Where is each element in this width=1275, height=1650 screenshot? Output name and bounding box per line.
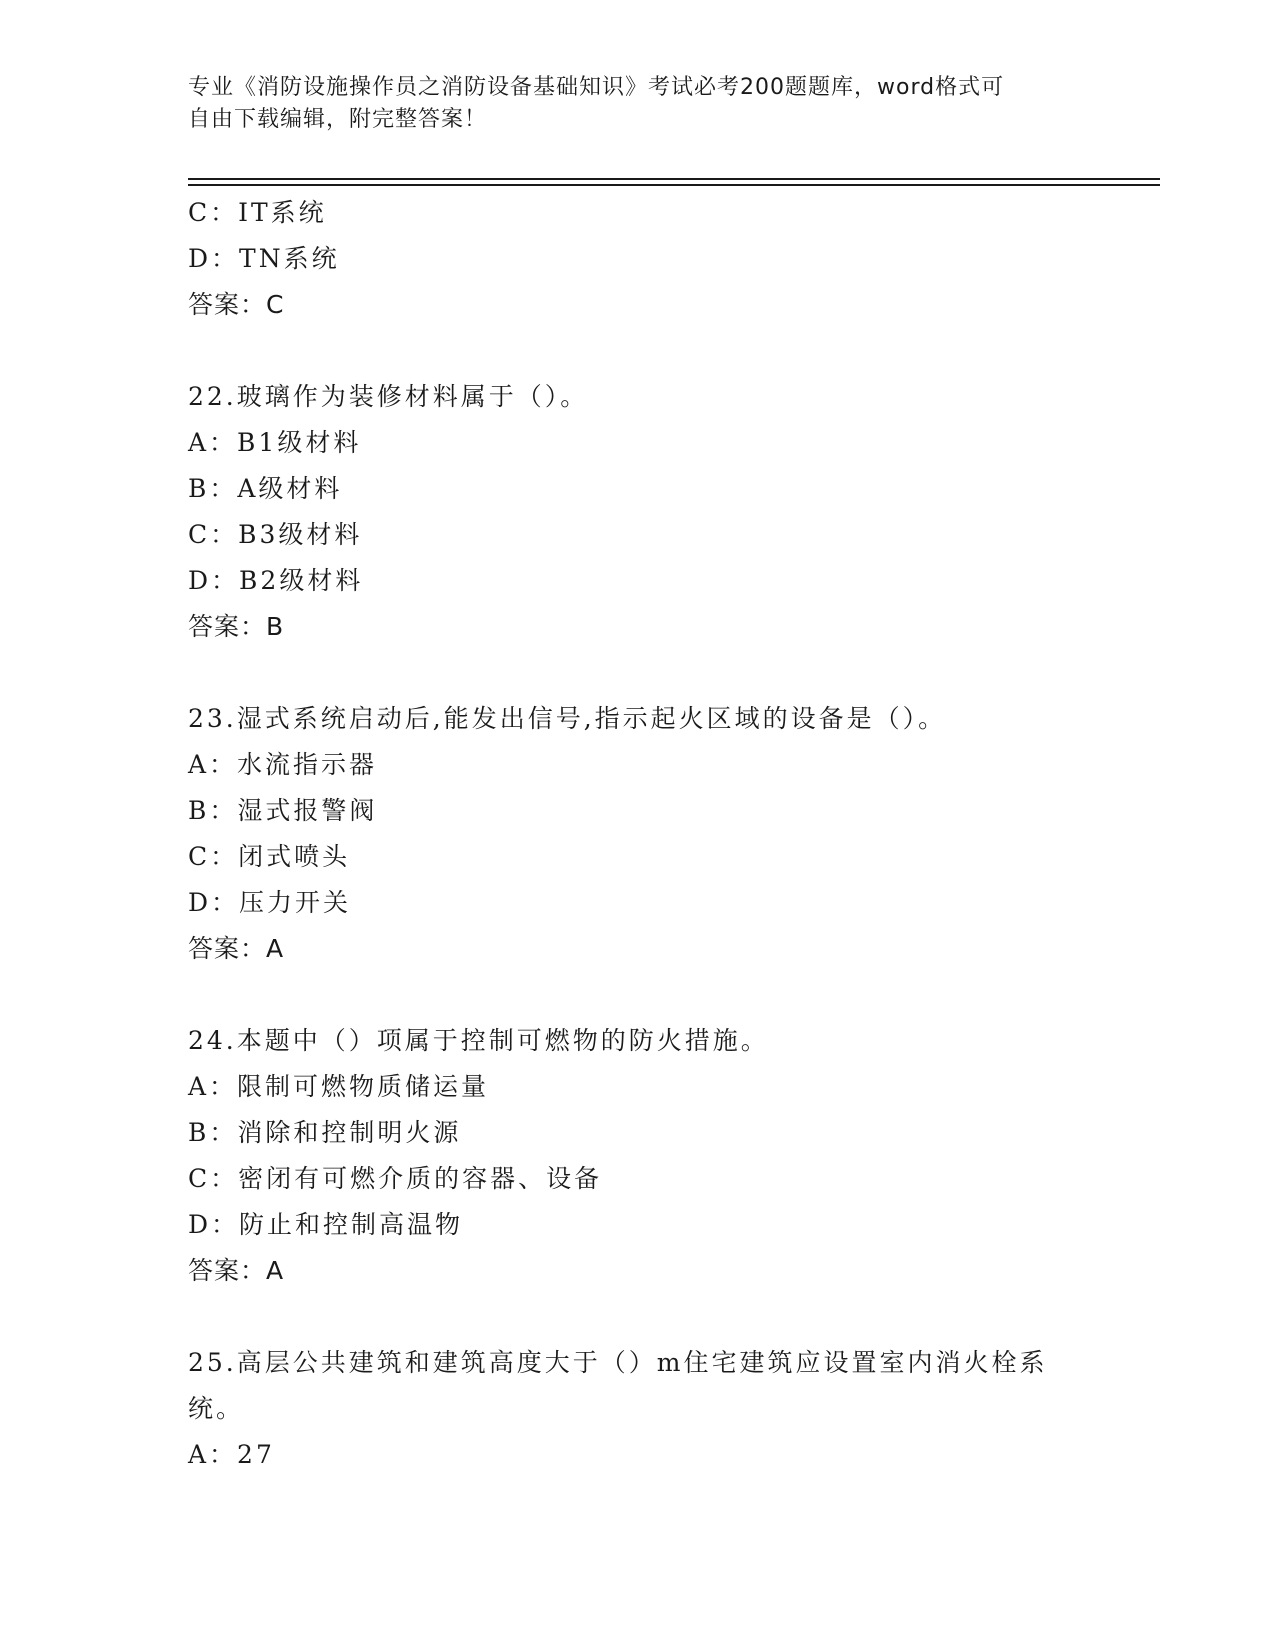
q23-question: 23.湿式系统启动后,能发出信号,指示起火区域的设备是（）。	[188, 704, 947, 733]
q22-question: 22.玻璃作为装修材料属于（）。	[188, 382, 589, 411]
header-divider-bottom	[188, 184, 1160, 186]
q21-option-c: C：IT系统	[188, 198, 327, 227]
q24-answer: 答案：A	[188, 1256, 285, 1285]
q24-option-b: B：消除和控制明火源	[188, 1118, 462, 1147]
question-21-block	[188, 190, 1148, 328]
question-list	[188, 190, 1148, 1478]
q22-option-c: C：B3级材料	[188, 520, 363, 549]
question-23-block	[188, 696, 1148, 972]
q23-option-a: A：水流指示器	[188, 750, 378, 779]
q23-answer: 答案：A	[188, 934, 285, 963]
q24-question: 24.本题中（）项属于控制可燃物的防火措施。	[188, 1026, 769, 1055]
q24-option-d: D：防止和控制高温物	[188, 1210, 464, 1239]
spacer	[188, 328, 1148, 374]
header-line-2: 自由下载编辑，附完整答案！	[188, 107, 488, 132]
q25-option-a: A：27	[188, 1440, 275, 1469]
q22-option-d: D：B2级材料	[188, 566, 364, 595]
header-line-1: 专业《消防设施操作员之消防设备基础知识》考试必考200题题库，word格式可	[188, 75, 1005, 100]
q22-answer: 答案：B	[188, 612, 285, 641]
spacer	[188, 972, 1148, 1018]
q22-option-b: B：A级材料	[188, 474, 343, 503]
question-24-block	[188, 1018, 1148, 1294]
q21-option-d: D：TN系统	[188, 244, 340, 273]
document-header	[188, 72, 1088, 136]
spacer	[188, 650, 1148, 696]
question-25-block	[188, 1340, 1148, 1478]
q23-option-b: B：湿式报警阀	[188, 796, 378, 825]
q24-option-c: C：密闭有可燃介质的容器、设备	[188, 1164, 603, 1193]
q23-option-c: C：闭式喷头	[188, 842, 351, 871]
q21-answer: 答案：C	[188, 290, 285, 319]
header-divider-top	[188, 178, 1160, 180]
q25-question: 25.高层公共建筑和建筑高度大于（）m住宅建筑应设置室内消火栓系统。	[188, 1348, 1048, 1423]
spacer	[188, 1294, 1148, 1340]
q22-option-a: A：B1级材料	[188, 428, 362, 457]
q23-option-d: D：压力开关	[188, 888, 352, 917]
q24-option-a: A：限制可燃物质储运量	[188, 1072, 490, 1101]
question-22-block	[188, 374, 1148, 650]
